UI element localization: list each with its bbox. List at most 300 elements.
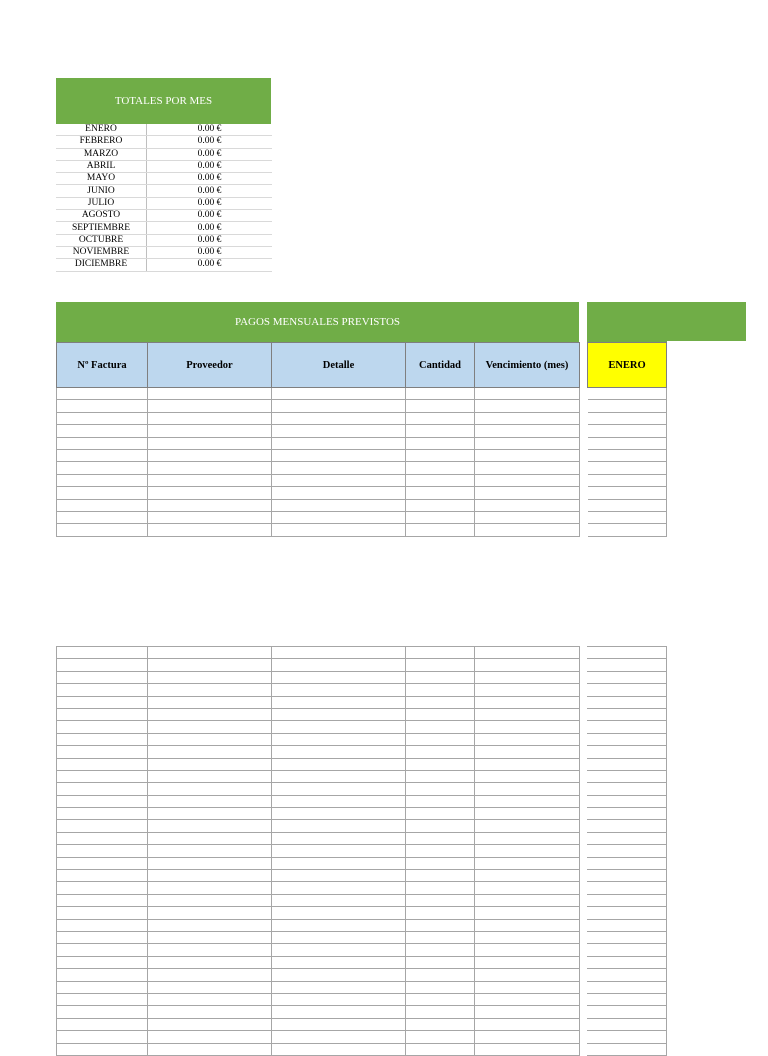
table-cell[interactable]	[57, 845, 148, 857]
table-cell[interactable]	[272, 981, 406, 993]
table-cell[interactable]	[587, 944, 667, 956]
table-cell[interactable]	[406, 696, 475, 708]
table-cell[interactable]	[587, 770, 667, 782]
table-cell[interactable]	[587, 758, 667, 770]
table-cell[interactable]	[148, 820, 272, 832]
table-cell[interactable]	[57, 708, 148, 720]
table-cell[interactable]	[475, 758, 580, 770]
totales-value[interactable]: 0.00 €	[147, 136, 273, 148]
table-cell[interactable]	[587, 708, 667, 720]
table-cell[interactable]	[148, 524, 272, 536]
col-header-proveedor[interactable]: Proveedor	[148, 343, 272, 388]
table-cell[interactable]	[272, 956, 406, 968]
table-cell[interactable]	[148, 882, 272, 894]
table-cell[interactable]	[57, 437, 148, 449]
table-cell[interactable]	[587, 845, 667, 857]
table-cell[interactable]	[587, 993, 667, 1005]
table-cell[interactable]	[588, 462, 667, 474]
table-cell[interactable]	[475, 969, 580, 981]
table-cell[interactable]	[475, 425, 580, 437]
table-cell[interactable]	[406, 425, 475, 437]
table-cell[interactable]	[475, 474, 580, 486]
table-cell[interactable]	[272, 1043, 406, 1055]
table-cell[interactable]	[406, 487, 475, 499]
table-cell[interactable]	[475, 487, 580, 499]
table-cell[interactable]	[475, 832, 580, 844]
table-cell[interactable]	[406, 993, 475, 1005]
table-cell[interactable]	[475, 462, 580, 474]
totales-month[interactable]: SEPTIEMBRE	[56, 222, 147, 234]
table-cell[interactable]	[406, 870, 475, 882]
table-cell[interactable]	[148, 487, 272, 499]
table-cell[interactable]	[148, 474, 272, 486]
table-cell[interactable]	[57, 412, 148, 424]
totales-month[interactable]: OCTUBRE	[56, 234, 147, 246]
table-cell[interactable]	[148, 931, 272, 943]
totales-value[interactable]: 0.00 €	[147, 246, 273, 258]
table-cell[interactable]	[475, 931, 580, 943]
table-cell[interactable]	[57, 1018, 148, 1030]
totales-month[interactable]: AGOSTO	[56, 210, 147, 222]
col-header-month[interactable]: ENERO	[588, 343, 667, 388]
table-cell[interactable]	[406, 437, 475, 449]
table-cell[interactable]	[272, 758, 406, 770]
table-cell[interactable]	[148, 758, 272, 770]
totales-month[interactable]: JUNIO	[56, 185, 147, 197]
table-cell[interactable]	[406, 388, 475, 400]
totales-value[interactable]: 0.00 €	[147, 234, 273, 246]
table-cell[interactable]	[406, 783, 475, 795]
table-cell[interactable]	[57, 894, 148, 906]
totales-value[interactable]: 0.00 €	[147, 259, 273, 271]
table-cell[interactable]	[588, 474, 667, 486]
table-cell[interactable]	[57, 783, 148, 795]
table-cell[interactable]	[475, 733, 580, 745]
table-cell[interactable]	[272, 684, 406, 696]
table-cell[interactable]	[272, 770, 406, 782]
totales-month[interactable]: NOVIEMBRE	[56, 246, 147, 258]
table-cell[interactable]	[148, 907, 272, 919]
table-cell[interactable]	[406, 671, 475, 683]
table-cell[interactable]	[57, 524, 148, 536]
totales-value[interactable]: 0.00 €	[147, 197, 273, 209]
table-cell[interactable]	[57, 832, 148, 844]
table-cell[interactable]	[272, 1018, 406, 1030]
table-cell[interactable]	[588, 449, 667, 461]
table-cell[interactable]	[272, 437, 406, 449]
table-cell[interactable]	[148, 795, 272, 807]
table-cell[interactable]	[148, 783, 272, 795]
table-cell[interactable]	[475, 400, 580, 412]
table-cell[interactable]	[272, 449, 406, 461]
col-header-cantidad[interactable]: Cantidad	[406, 343, 475, 388]
table-cell[interactable]	[272, 647, 406, 659]
table-cell[interactable]	[587, 882, 667, 894]
table-cell[interactable]	[272, 696, 406, 708]
table-cell[interactable]	[57, 474, 148, 486]
table-cell[interactable]	[587, 808, 667, 820]
table-cell[interactable]	[57, 1043, 148, 1055]
table-cell[interactable]	[475, 708, 580, 720]
table-cell[interactable]	[148, 969, 272, 981]
table-cell[interactable]	[57, 882, 148, 894]
table-cell[interactable]	[272, 1006, 406, 1018]
table-cell[interactable]	[588, 511, 667, 523]
table-cell[interactable]	[272, 733, 406, 745]
table-cell[interactable]	[588, 487, 667, 499]
table-cell[interactable]	[475, 1006, 580, 1018]
table-cell[interactable]	[148, 671, 272, 683]
table-cell[interactable]	[587, 659, 667, 671]
col-header-factura[interactable]: Nº Factura	[57, 343, 148, 388]
table-cell[interactable]	[148, 993, 272, 1005]
table-cell[interactable]	[406, 931, 475, 943]
table-cell[interactable]	[406, 795, 475, 807]
table-cell[interactable]	[406, 659, 475, 671]
table-cell[interactable]	[475, 684, 580, 696]
table-cell[interactable]	[406, 647, 475, 659]
table-cell[interactable]	[272, 907, 406, 919]
table-cell[interactable]	[587, 671, 667, 683]
table-cell[interactable]	[475, 981, 580, 993]
table-cell[interactable]	[272, 882, 406, 894]
table-cell[interactable]	[272, 425, 406, 437]
table-cell[interactable]	[148, 462, 272, 474]
table-cell[interactable]	[148, 1043, 272, 1055]
table-cell[interactable]	[587, 1006, 667, 1018]
table-cell[interactable]	[475, 808, 580, 820]
table-cell[interactable]	[148, 647, 272, 659]
table-cell[interactable]	[587, 969, 667, 981]
table-cell[interactable]	[587, 733, 667, 745]
table-cell[interactable]	[272, 919, 406, 931]
table-cell[interactable]	[57, 400, 148, 412]
table-cell[interactable]	[148, 437, 272, 449]
table-cell[interactable]	[406, 944, 475, 956]
table-cell[interactable]	[272, 894, 406, 906]
totales-month[interactable]: ABRIL	[56, 160, 147, 172]
table-cell[interactable]	[588, 437, 667, 449]
table-cell[interactable]	[272, 783, 406, 795]
table-cell[interactable]	[406, 721, 475, 733]
table-cell[interactable]	[57, 499, 148, 511]
table-cell[interactable]	[406, 1043, 475, 1055]
table-cell[interactable]	[57, 969, 148, 981]
table-cell[interactable]	[406, 412, 475, 424]
table-cell[interactable]	[587, 894, 667, 906]
table-cell[interactable]	[587, 857, 667, 869]
table-cell[interactable]	[587, 870, 667, 882]
table-cell[interactable]	[475, 659, 580, 671]
table-cell[interactable]	[475, 499, 580, 511]
table-cell[interactable]	[57, 1006, 148, 1018]
table-cell[interactable]	[57, 1031, 148, 1043]
table-cell[interactable]	[148, 696, 272, 708]
table-cell[interactable]	[406, 832, 475, 844]
totales-month[interactable]: ENERO	[56, 124, 147, 136]
table-cell[interactable]	[57, 511, 148, 523]
table-cell[interactable]	[406, 524, 475, 536]
table-cell[interactable]	[272, 746, 406, 758]
table-cell[interactable]	[148, 412, 272, 424]
table-cell[interactable]	[272, 993, 406, 1005]
table-cell[interactable]	[406, 956, 475, 968]
table-cell[interactable]	[272, 1031, 406, 1043]
table-cell[interactable]	[272, 659, 406, 671]
table-cell[interactable]	[57, 770, 148, 782]
table-cell[interactable]	[475, 870, 580, 882]
table-cell[interactable]	[272, 795, 406, 807]
table-cell[interactable]	[475, 524, 580, 536]
table-cell[interactable]	[406, 499, 475, 511]
table-cell[interactable]	[57, 684, 148, 696]
table-cell[interactable]	[406, 511, 475, 523]
table-cell[interactable]	[272, 511, 406, 523]
table-cell[interactable]	[587, 1043, 667, 1055]
table-cell[interactable]	[148, 944, 272, 956]
table-cell[interactable]	[406, 708, 475, 720]
table-cell[interactable]	[57, 870, 148, 882]
table-cell[interactable]	[57, 795, 148, 807]
table-cell[interactable]	[148, 449, 272, 461]
table-cell[interactable]	[475, 1018, 580, 1030]
table-cell[interactable]	[475, 671, 580, 683]
table-cell[interactable]	[406, 969, 475, 981]
table-cell[interactable]	[57, 733, 148, 745]
table-cell[interactable]	[587, 1031, 667, 1043]
table-cell[interactable]	[57, 659, 148, 671]
table-cell[interactable]	[148, 870, 272, 882]
table-cell[interactable]	[57, 388, 148, 400]
totales-value[interactable]: 0.00 €	[147, 160, 273, 172]
table-cell[interactable]	[587, 931, 667, 943]
table-cell[interactable]	[148, 894, 272, 906]
table-cell[interactable]	[272, 808, 406, 820]
table-cell[interactable]	[148, 1018, 272, 1030]
totales-value[interactable]: 0.00 €	[147, 210, 273, 222]
table-cell[interactable]	[406, 1006, 475, 1018]
table-cell[interactable]	[272, 474, 406, 486]
table-cell[interactable]	[588, 499, 667, 511]
table-cell[interactable]	[406, 758, 475, 770]
table-cell[interactable]	[272, 870, 406, 882]
col-header-vencimiento[interactable]: Vencimiento (mes)	[475, 343, 580, 388]
table-cell[interactable]	[406, 845, 475, 857]
table-cell[interactable]	[475, 907, 580, 919]
table-cell[interactable]	[406, 746, 475, 758]
table-cell[interactable]	[475, 783, 580, 795]
table-cell[interactable]	[475, 919, 580, 931]
table-cell[interactable]	[148, 746, 272, 758]
table-cell[interactable]	[57, 981, 148, 993]
totales-value[interactable]: 0.00 €	[147, 185, 273, 197]
table-cell[interactable]	[148, 919, 272, 931]
table-cell[interactable]	[406, 808, 475, 820]
table-cell[interactable]	[148, 659, 272, 671]
table-cell[interactable]	[57, 462, 148, 474]
table-cell[interactable]	[588, 425, 667, 437]
table-cell[interactable]	[406, 733, 475, 745]
table-cell[interactable]	[272, 931, 406, 943]
table-cell[interactable]	[272, 671, 406, 683]
table-cell[interactable]	[588, 524, 667, 536]
table-cell[interactable]	[406, 1018, 475, 1030]
table-cell[interactable]	[148, 425, 272, 437]
totales-month[interactable]: MARZO	[56, 148, 147, 160]
table-cell[interactable]	[587, 832, 667, 844]
table-cell[interactable]	[475, 1043, 580, 1055]
table-cell[interactable]	[57, 746, 148, 758]
table-cell[interactable]	[57, 758, 148, 770]
table-cell[interactable]	[475, 746, 580, 758]
table-cell[interactable]	[406, 770, 475, 782]
table-cell[interactable]	[272, 832, 406, 844]
table-cell[interactable]	[587, 820, 667, 832]
table-cell[interactable]	[587, 684, 667, 696]
table-cell[interactable]	[475, 956, 580, 968]
table-cell[interactable]	[587, 721, 667, 733]
table-cell[interactable]	[272, 487, 406, 499]
table-cell[interactable]	[148, 832, 272, 844]
table-cell[interactable]	[272, 845, 406, 857]
table-cell[interactable]	[57, 696, 148, 708]
table-cell[interactable]	[475, 857, 580, 869]
table-cell[interactable]	[587, 795, 667, 807]
table-cell[interactable]	[406, 474, 475, 486]
table-cell[interactable]	[148, 499, 272, 511]
table-cell[interactable]	[148, 857, 272, 869]
totales-value[interactable]: 0.00 €	[147, 124, 273, 136]
table-cell[interactable]	[148, 1006, 272, 1018]
table-cell[interactable]	[57, 820, 148, 832]
totales-value[interactable]: 0.00 €	[147, 222, 273, 234]
table-cell[interactable]	[406, 684, 475, 696]
table-cell[interactable]	[148, 708, 272, 720]
table-cell[interactable]	[272, 388, 406, 400]
table-cell[interactable]	[148, 684, 272, 696]
table-cell[interactable]	[272, 462, 406, 474]
table-cell[interactable]	[272, 721, 406, 733]
table-cell[interactable]	[272, 944, 406, 956]
table-cell[interactable]	[272, 857, 406, 869]
table-cell[interactable]	[57, 919, 148, 931]
table-cell[interactable]	[148, 1031, 272, 1043]
table-cell[interactable]	[475, 882, 580, 894]
table-cell[interactable]	[272, 412, 406, 424]
table-cell[interactable]	[148, 400, 272, 412]
totales-month[interactable]: MAYO	[56, 173, 147, 185]
totales-value[interactable]: 0.00 €	[147, 148, 273, 160]
table-cell[interactable]	[148, 511, 272, 523]
table-cell[interactable]	[475, 820, 580, 832]
table-cell[interactable]	[475, 795, 580, 807]
table-cell[interactable]	[272, 499, 406, 511]
table-cell[interactable]	[475, 449, 580, 461]
table-cell[interactable]	[588, 412, 667, 424]
table-cell[interactable]	[406, 919, 475, 931]
table-cell[interactable]	[272, 524, 406, 536]
table-cell[interactable]	[406, 820, 475, 832]
table-cell[interactable]	[406, 449, 475, 461]
table-cell[interactable]	[57, 449, 148, 461]
table-cell[interactable]	[57, 487, 148, 499]
table-cell[interactable]	[475, 1031, 580, 1043]
table-cell[interactable]	[272, 820, 406, 832]
table-cell[interactable]	[588, 388, 667, 400]
totales-month[interactable]: FEBRERO	[56, 136, 147, 148]
table-cell[interactable]	[475, 647, 580, 659]
table-cell[interactable]	[57, 931, 148, 943]
table-cell[interactable]	[587, 746, 667, 758]
table-cell[interactable]	[475, 388, 580, 400]
table-cell[interactable]	[148, 808, 272, 820]
table-cell[interactable]	[587, 981, 667, 993]
table-cell[interactable]	[57, 647, 148, 659]
table-cell[interactable]	[57, 425, 148, 437]
table-cell[interactable]	[272, 708, 406, 720]
table-cell[interactable]	[148, 981, 272, 993]
table-cell[interactable]	[406, 907, 475, 919]
table-cell[interactable]	[475, 511, 580, 523]
table-cell[interactable]	[406, 882, 475, 894]
table-cell[interactable]	[57, 907, 148, 919]
table-cell[interactable]	[148, 721, 272, 733]
table-cell[interactable]	[57, 956, 148, 968]
table-cell[interactable]	[587, 956, 667, 968]
totales-month[interactable]: DICIEMBRE	[56, 259, 147, 271]
table-cell[interactable]	[588, 400, 667, 412]
table-cell[interactable]	[57, 808, 148, 820]
table-cell[interactable]	[475, 993, 580, 1005]
table-cell[interactable]	[475, 696, 580, 708]
table-cell[interactable]	[587, 647, 667, 659]
table-cell[interactable]	[148, 770, 272, 782]
table-cell[interactable]	[272, 969, 406, 981]
table-cell[interactable]	[475, 894, 580, 906]
table-cell[interactable]	[475, 412, 580, 424]
totales-value[interactable]: 0.00 €	[147, 173, 273, 185]
table-cell[interactable]	[587, 907, 667, 919]
table-cell[interactable]	[587, 1018, 667, 1030]
table-cell[interactable]	[587, 919, 667, 931]
table-cell[interactable]	[148, 845, 272, 857]
table-cell[interactable]	[148, 956, 272, 968]
table-cell[interactable]	[406, 400, 475, 412]
table-cell[interactable]	[148, 388, 272, 400]
table-cell[interactable]	[406, 462, 475, 474]
table-cell[interactable]	[406, 857, 475, 869]
table-cell[interactable]	[475, 845, 580, 857]
table-cell[interactable]	[57, 944, 148, 956]
table-cell[interactable]	[587, 696, 667, 708]
table-cell[interactable]	[57, 993, 148, 1005]
col-header-detalle[interactable]: Detalle	[272, 343, 406, 388]
table-cell[interactable]	[272, 400, 406, 412]
table-cell[interactable]	[475, 437, 580, 449]
totales-month[interactable]: JULIO	[56, 197, 147, 209]
table-cell[interactable]	[406, 1031, 475, 1043]
table-cell[interactable]	[475, 770, 580, 782]
table-cell[interactable]	[406, 894, 475, 906]
table-cell[interactable]	[57, 721, 148, 733]
table-cell[interactable]	[57, 671, 148, 683]
table-cell[interactable]	[475, 721, 580, 733]
table-cell[interactable]	[148, 733, 272, 745]
table-cell[interactable]	[475, 944, 580, 956]
table-cell[interactable]	[57, 857, 148, 869]
table-cell[interactable]	[406, 981, 475, 993]
table-cell[interactable]	[587, 783, 667, 795]
